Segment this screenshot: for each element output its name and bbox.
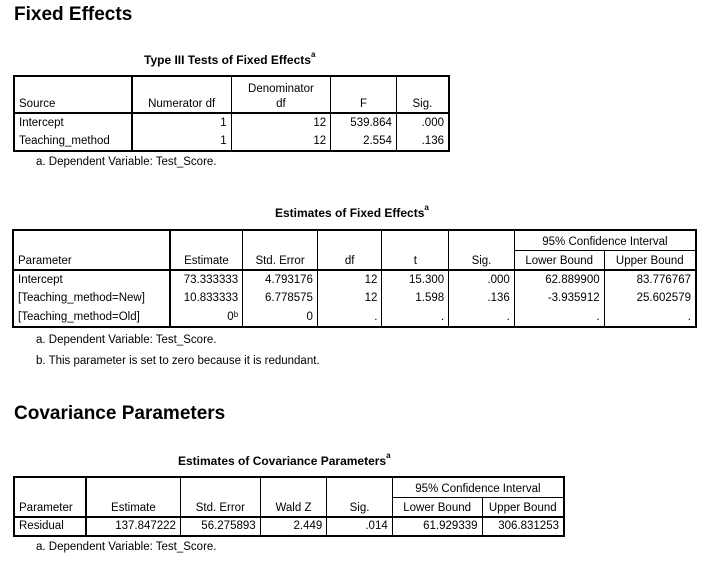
type3-cell: 12 — [231, 113, 331, 132]
estimates-fixed-cell: 10.833333 — [170, 289, 243, 308]
covariance-footnote-a: a. Dependent Variable: Test_Score. — [36, 541, 217, 553]
estimates-fixed-header-estimate: Estimate — [170, 230, 243, 270]
type3-table-title — [144, 50, 316, 67]
estimates-fixed-header-df: df — [317, 230, 382, 270]
estimates-fixed-effects-table — [12, 229, 697, 328]
type3-title-text: Type III Tests of Fixed Effects — [144, 53, 311, 67]
estimates-fixed-cell: . — [317, 308, 382, 327]
type3-header-source: Source — [14, 76, 132, 113]
covariance-header-lower-bound: Lower Bound — [392, 497, 482, 517]
table-row — [13, 270, 696, 289]
estimates-fixed-header-std-error: Std. Error — [243, 230, 318, 270]
covariance-header-std-error: Std. Error — [180, 477, 260, 517]
covariance-cell: 56.275893 — [180, 517, 260, 536]
estimates-fixed-cell: 12 — [317, 270, 382, 289]
estimates-fixed-cell: .136 — [449, 289, 515, 308]
estimates-fixed-cell: 73.333333 — [170, 270, 243, 289]
estimates-fixed-cell: 15.300 — [382, 270, 449, 289]
table-row — [14, 132, 449, 151]
covariance-header-sig: Sig. — [327, 477, 392, 517]
estimates-fixed-cell: . — [382, 308, 449, 327]
covariance-table-title — [178, 451, 391, 468]
covariance-parameters-table — [13, 476, 565, 537]
type3-tests-table — [13, 75, 450, 152]
estimates-fixed-cell: -3.935912 — [514, 289, 604, 308]
type3-header-denominator-line1: Denominator — [248, 83, 314, 95]
covariance-header-ci: 95% Confidence Interval — [392, 477, 564, 497]
fixed-effects-heading: Fixed Effects — [14, 4, 133, 25]
estimates-fixed-cell: [Teaching_method=Old] — [13, 308, 170, 327]
type3-cell: 12 — [231, 132, 331, 151]
estimates-fixed-cell-with-sup — [170, 308, 243, 327]
covariance-cell: 2.449 — [260, 517, 327, 536]
covariance-cell: 137.847222 — [86, 517, 181, 536]
estimates-fixed-cell-sup: b — [233, 309, 239, 319]
covariance-cell: Residual — [14, 517, 86, 536]
covariance-cell: .014 — [327, 517, 392, 536]
estimates-fixed-cell: . — [604, 308, 696, 327]
estimates-fixed-title-sup: a — [424, 203, 429, 212]
estimates-fixed-title — [275, 203, 429, 220]
estimates-fixed-cell: 0 — [243, 308, 318, 327]
estimates-fixed-header-sig: Sig. — [449, 230, 515, 270]
estimates-fixed-cell: [Teaching_method=New] — [13, 289, 170, 308]
covariance-title-sup: a — [386, 451, 391, 460]
type3-title-sup: a — [310, 50, 316, 59]
type3-header-denominator-line2: df — [276, 98, 286, 110]
covariance-header-estimate: Estimate — [86, 477, 181, 517]
type3-footnote-a: a. Dependent Variable: Test_Score. — [36, 156, 217, 168]
type3-cell: Teaching_method — [14, 132, 132, 151]
estimates-fixed-header-ci: 95% Confidence Interval — [514, 230, 696, 250]
type3-cell: .136 — [396, 132, 449, 151]
estimates-fixed-cell: 1.598 — [382, 289, 449, 308]
estimates-fixed-cell: . — [514, 308, 604, 327]
covariance-title-text: Estimates of Covariance Parameters — [178, 454, 387, 468]
type3-cell: 2.554 — [331, 132, 397, 151]
covariance-cell: 61.929339 — [392, 517, 482, 536]
estimates-fixed-cell: 4.793176 — [243, 270, 318, 289]
type3-cell: 539.864 — [331, 113, 397, 132]
type3-header-numerator-df — [132, 76, 232, 113]
type3-header-numerator-df-text: Numerator df — [148, 98, 216, 110]
estimates-fixed-footnote-b: b. This parameter is set to zero because it is redundant. — [36, 355, 320, 367]
estimates-fixed-cell: .000 — [449, 270, 515, 289]
estimates-fixed-cell: . — [449, 308, 515, 327]
covariance-header-upper-bound: Upper Bound — [482, 497, 564, 517]
type3-cell: 1 — [132, 132, 232, 151]
type3-header-sig: Sig. — [396, 76, 449, 113]
covariance-header-parameter: Parameter — [14, 477, 86, 517]
estimates-fixed-header-lower-bound: Lower Bound — [514, 250, 604, 270]
estimates-fixed-header-t: t — [382, 230, 449, 270]
table-row — [14, 113, 449, 132]
estimates-fixed-cell: 6.778575 — [243, 289, 318, 308]
type3-cell: .000 — [396, 113, 449, 132]
covariance-cell: 306.831253 — [482, 517, 564, 536]
estimates-fixed-cell: Intercept — [13, 270, 170, 289]
table-row — [13, 308, 696, 327]
estimates-fixed-cell: 83.776767 — [604, 270, 696, 289]
covariance-parameters-heading: Covariance Parameters — [14, 403, 226, 424]
type3-cell: 1 — [132, 113, 232, 132]
estimates-fixed-title-text: Estimates of Fixed Effects — [275, 206, 425, 220]
type3-cell: Intercept — [14, 113, 132, 132]
covariance-header-wald-z: Wald Z — [260, 477, 327, 517]
estimates-fixed-header-upper-bound: Upper Bound — [604, 250, 696, 270]
table-row — [13, 289, 696, 308]
estimates-fixed-cell: 62.889900 — [514, 270, 604, 289]
estimates-fixed-cell: 12 — [317, 289, 382, 308]
table-row — [14, 517, 564, 536]
type3-header-denominator-df — [231, 76, 331, 113]
estimates-fixed-cell-value: 0 — [227, 310, 234, 323]
estimates-fixed-header-parameter: Parameter — [13, 230, 170, 270]
estimates-fixed-cell: 25.602579 — [604, 289, 696, 308]
type3-header-f: F — [331, 76, 397, 113]
estimates-fixed-footnote-a: a. Dependent Variable: Test_Score. — [36, 334, 217, 346]
